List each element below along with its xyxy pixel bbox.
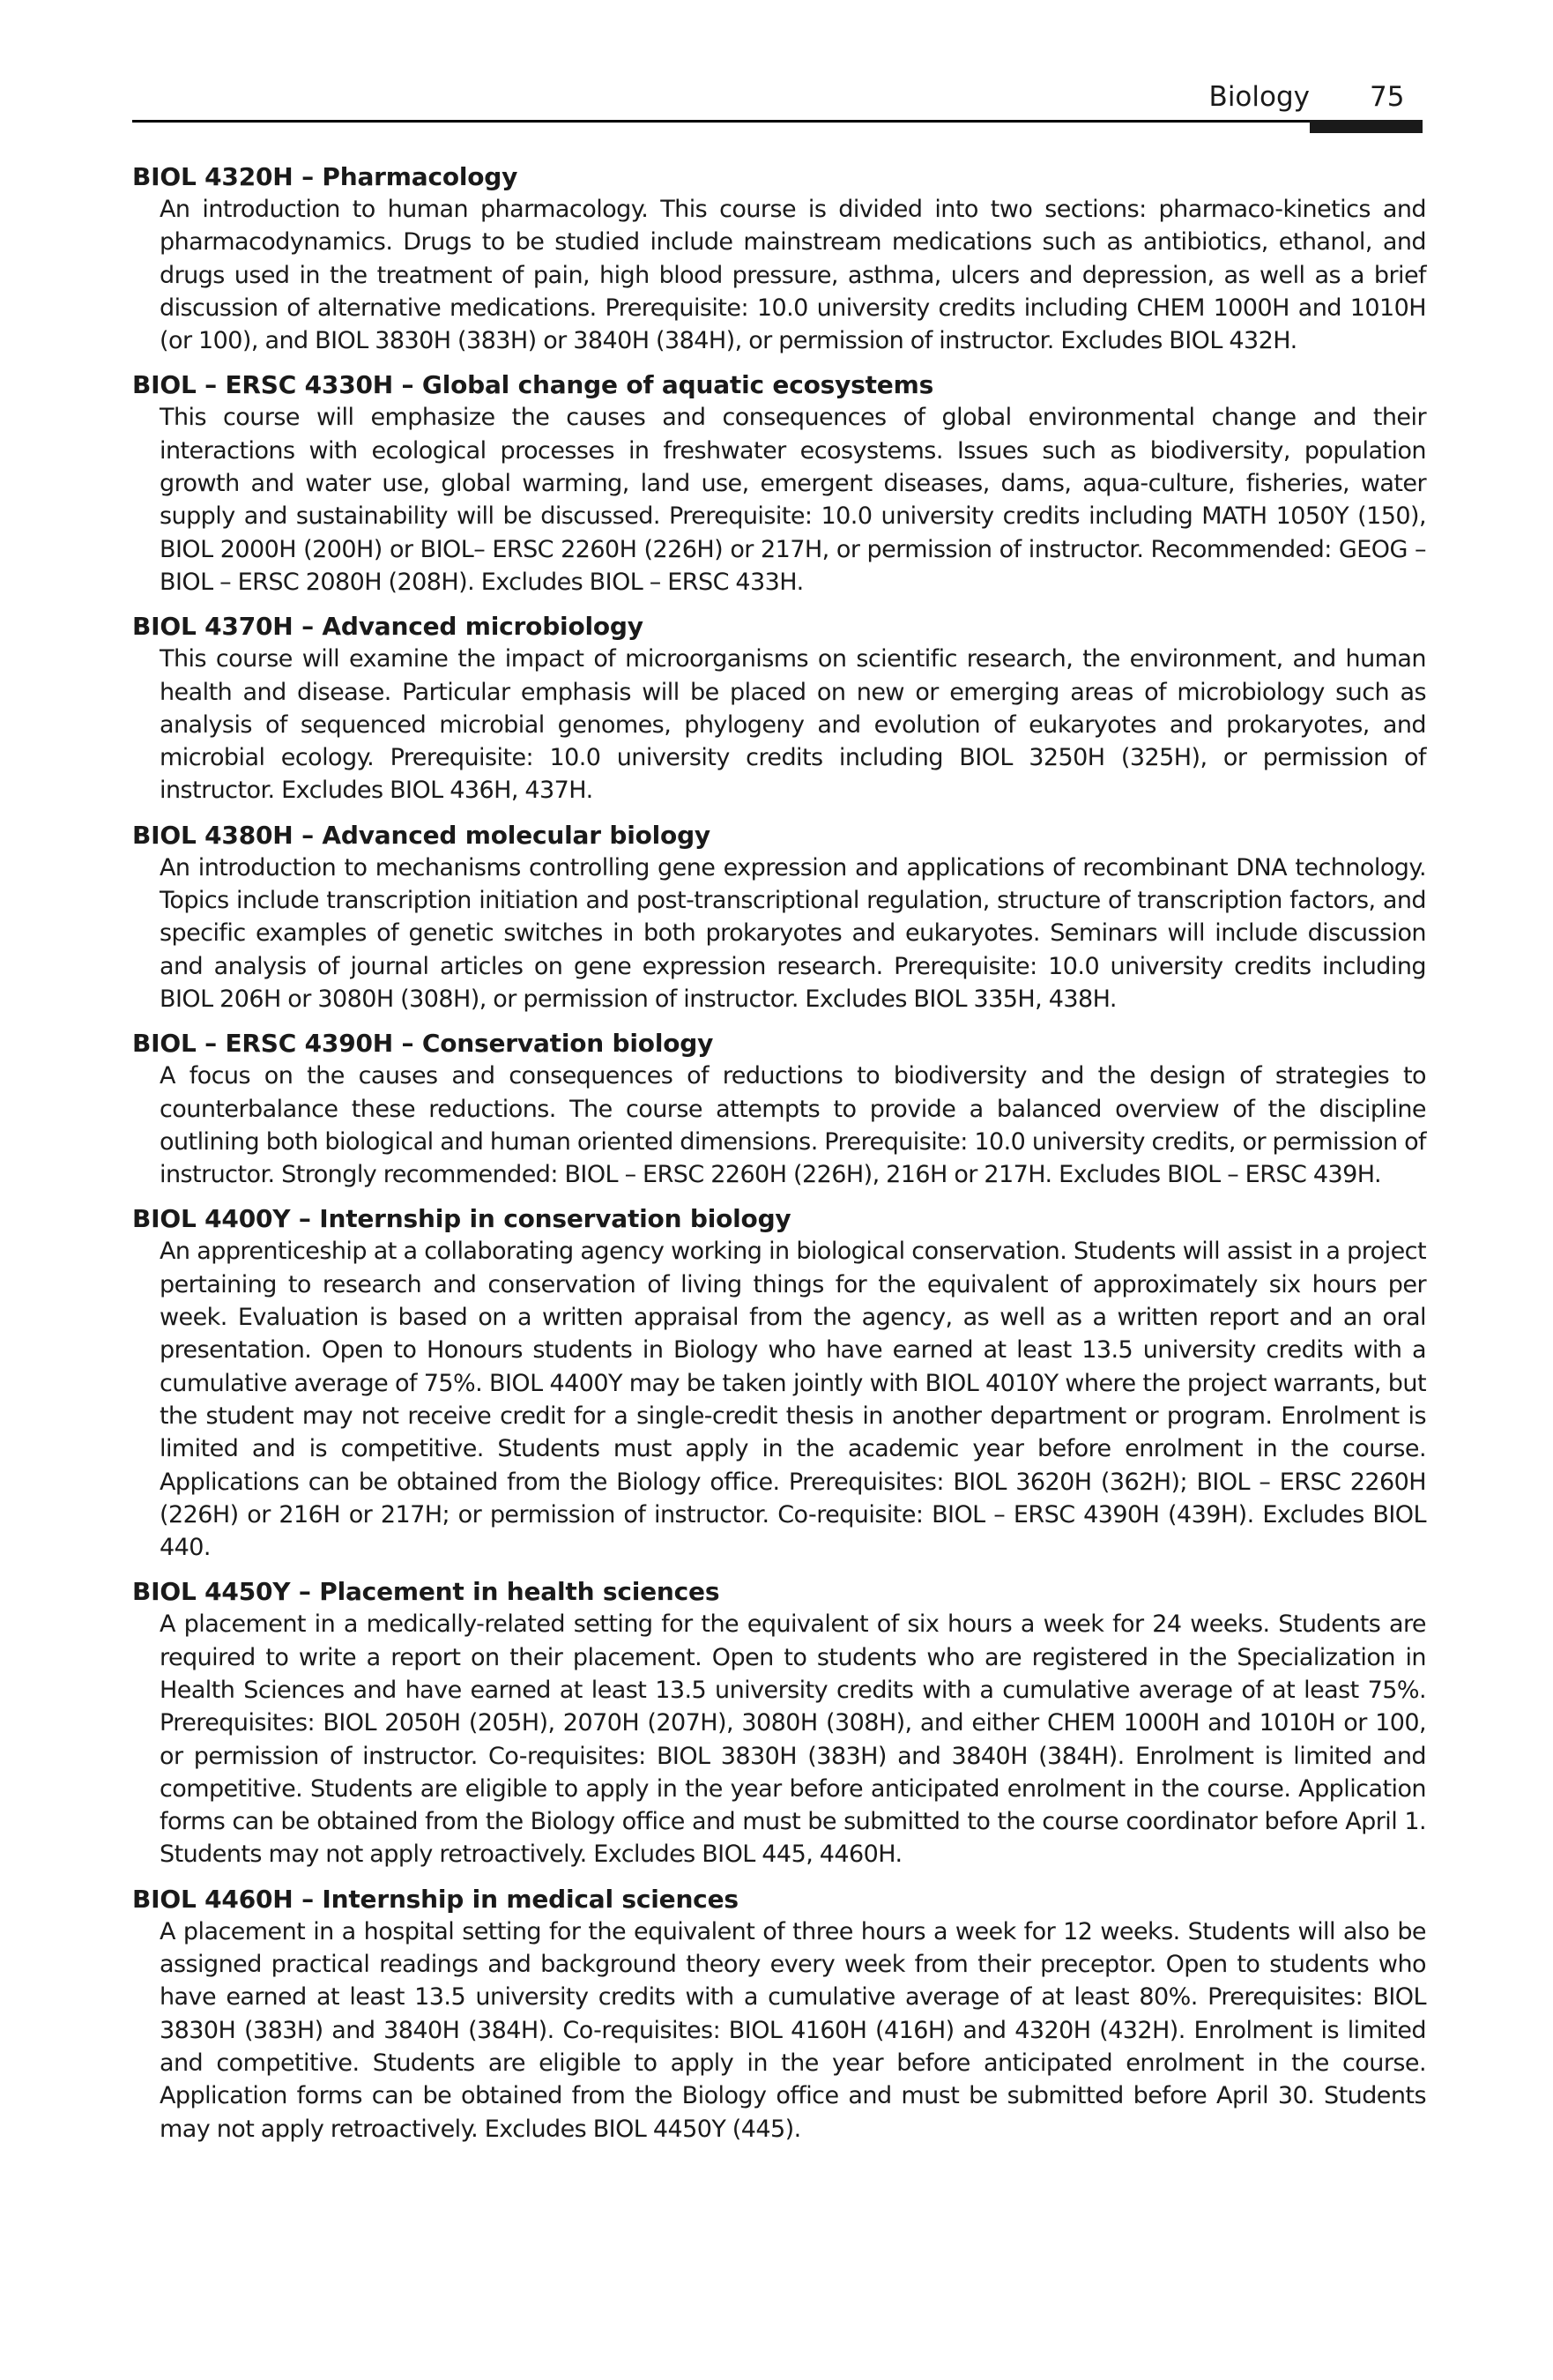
course-list	[132, 160, 1426, 2157]
header-rule	[132, 120, 1313, 123]
course-description: A placement in a medically-related setting for the equivalent of six hours a week for 24 weeks. Students are required to write a report on their placement. Open to students who are registered in the Specialization in Health Sciences and have earned at least 13.5 university credits with a cumulative average of at least 75%. Prerequisites: BIOL 2050H (205H), 2070H (207H), 3080H (308H), and either CHEM 1000H and 1010H or 100, or permission of instructor. Co-requisites: BIOL 3830H (383H) and 3840H (384H). Enrolment is limited and competitive. Students are eligible to apply in the year before anticipated enrolment in the course. Application forms can be obtained from the Biology office and must be submitted to the course coordinator before April 1. Students may not apply retroactively. Excludes BIOL 445, 4460H.	[160, 1610, 1426, 1869]
course-description: This course will emphasize the causes and consequences of global environmental change and their interactions with ecological processes in freshwater ecosystems. Issues such as biodiversity, population growth and water use, global warming, land use, emergent diseases, dams, aqua-culture, fisheries, water supply and sustainability will be discussed. Prerequisite: 10.0 university credits including MATH 1050Y (150), BIOL 2000H (200H) or BIOL– ERSC 2260H (226H) or 217H, or permission of instructor. Recommended: GEOG – BIOL – ERSC 2080H (208H). Excludes BIOL – ERSC 433H.	[160, 404, 1426, 596]
course-description: A focus on the causes and consequences of reductions to biodiversity and the design of strategies to counterbalance these reductions. The course attempts to provide a balanced overview of the discipline outlining both biological and human oriented dimensions. Prerequisite: 10.0 university credits, or permission of instructor. Strongly recommended: BIOL – ERSC 2260H (226H), 216H or 217H. Excludes BIOL – ERSC 439H.	[160, 1062, 1426, 1189]
running-header	[1209, 81, 1426, 120]
course-title: BIOL 4450Y – Placement in health sciences	[132, 1577, 720, 1607]
course-entry	[132, 610, 1426, 807]
course-entry	[132, 1575, 1426, 1871]
course-entry	[132, 819, 1426, 1015]
course-title: BIOL 4370H – Advanced microbiology	[132, 612, 643, 642]
page-number: 75	[1370, 81, 1405, 113]
course-title: BIOL – ERSC 4330H – Global change of aquatic ecosystems	[132, 370, 934, 400]
course-entry	[132, 160, 1426, 357]
course-entry	[132, 1027, 1426, 1191]
course-description: An introduction to mechanisms controlling gene expression and applications of recombinant DNA technology. Topics include transcription initiation and post-transcriptional regulation, structure of transcription factors, and specific examples of genetic switches in both prokaryotes and eukaryotes. Seminars will include discussion and analysis of journal articles on gene expression research. Prerequisite: 10.0 university credits including BIOL 206H or 3080H (308H), or permission of instructor. Excludes BIOL 335H, 438H.	[160, 853, 1426, 1013]
course-entry	[132, 1883, 1426, 2146]
course-description: An introduction to human pharmacology. This course is divided into two sections: pharmaco-kinetics and pharmacodynamics. Drugs to be studied include mainstream medications such as antibiotics, ethanol, and drugs used in the treatment of pain, high blood pressure, asthma, ulcers and depression, as well as a brief discussion of alternative medications. Prerequisite: 10.0 university credits including CHEM 1000H and 1010H (or 100), and BIOL 3830H (383H) or 3840H (384H), or permission of instructor. Excludes BIOL 432H.	[160, 196, 1426, 355]
section-title: Biology	[1208, 81, 1310, 113]
course-title: BIOL 4460H – Internship in medical sciences	[132, 1884, 739, 1914]
course-description: A placement in a hospital setting for the equivalent of three hours a week for 12 weeks. Students will also be assigned practical readings and background theory every week from their preceptor. Open to students who have earned at least 13.5 university credits with a cumulative average of at least 80%. Prerequisites: BIOL 3830H (383H) and 3840H (384H). Co-requisites: BIOL 4160H (416H) and 4320H (432H). Enrolment is limited and competitive. Students are eligible to apply in the year before anticipated enrolment in the course. Application forms can be obtained from the Biology office and must be submitted before April 30. Students may not apply retroactively. Excludes BIOL 4450Y (445).	[160, 1917, 1426, 2143]
course-description: An apprenticeship at a collaborating agency working in biological conservation. Students will assist in a project pertaining to research and conservation of living things for the equivalent of approximately six hours per week. Evaluation is based on a written appraisal from the agency, as well as a written report and an oral presentation. Open to Honours students in Biology who have earned at least 13.5 university credits with a cumulative average of 75%. BIOL 4400Y may be taken jointly with BIOL 4010Y where the project warrants, but the student may not receive credit for a single-credit thesis in another department or program. Enrolment is limited and is competitive. Students must apply in the academic year before enrolment in the course. Applications can be obtained from the Biology office. Prerequisites: BIOL 3620H (362H); BIOL – ERSC 2260H (226H) or 216H or 217H; or permission of instructor. Co-requisite: BIOL – ERSC 4390H (439H). Excludes BIOL 440.	[160, 1238, 1426, 1562]
course-title: BIOL – ERSC 4390H – Conservation biology	[132, 1029, 714, 1059]
course-title: BIOL 4380H – Advanced molecular biology	[132, 820, 710, 850]
header-tab-bar	[1310, 120, 1423, 133]
course-title: BIOL 4400Y – Internship in conservation biology	[132, 1204, 791, 1234]
course-description: This course will examine the impact of microorganisms on scientific research, the environment, and human health and disease. Particular emphasis will be placed on new or emerging areas of microbiology such as analysis of sequenced microbial genomes, phylogeny and evolution of eukaryotes and prokaryotes, and microbial ecology. Prerequisite: 10.0 university credits including BIOL 3250H (325H), or permission of instructor. Excludes BIOL 436H, 437H.	[160, 645, 1426, 805]
course-title: BIOL 4320H – Pharmacology	[132, 162, 518, 191]
course-entry	[132, 1202, 1426, 1564]
course-entry	[132, 368, 1426, 599]
